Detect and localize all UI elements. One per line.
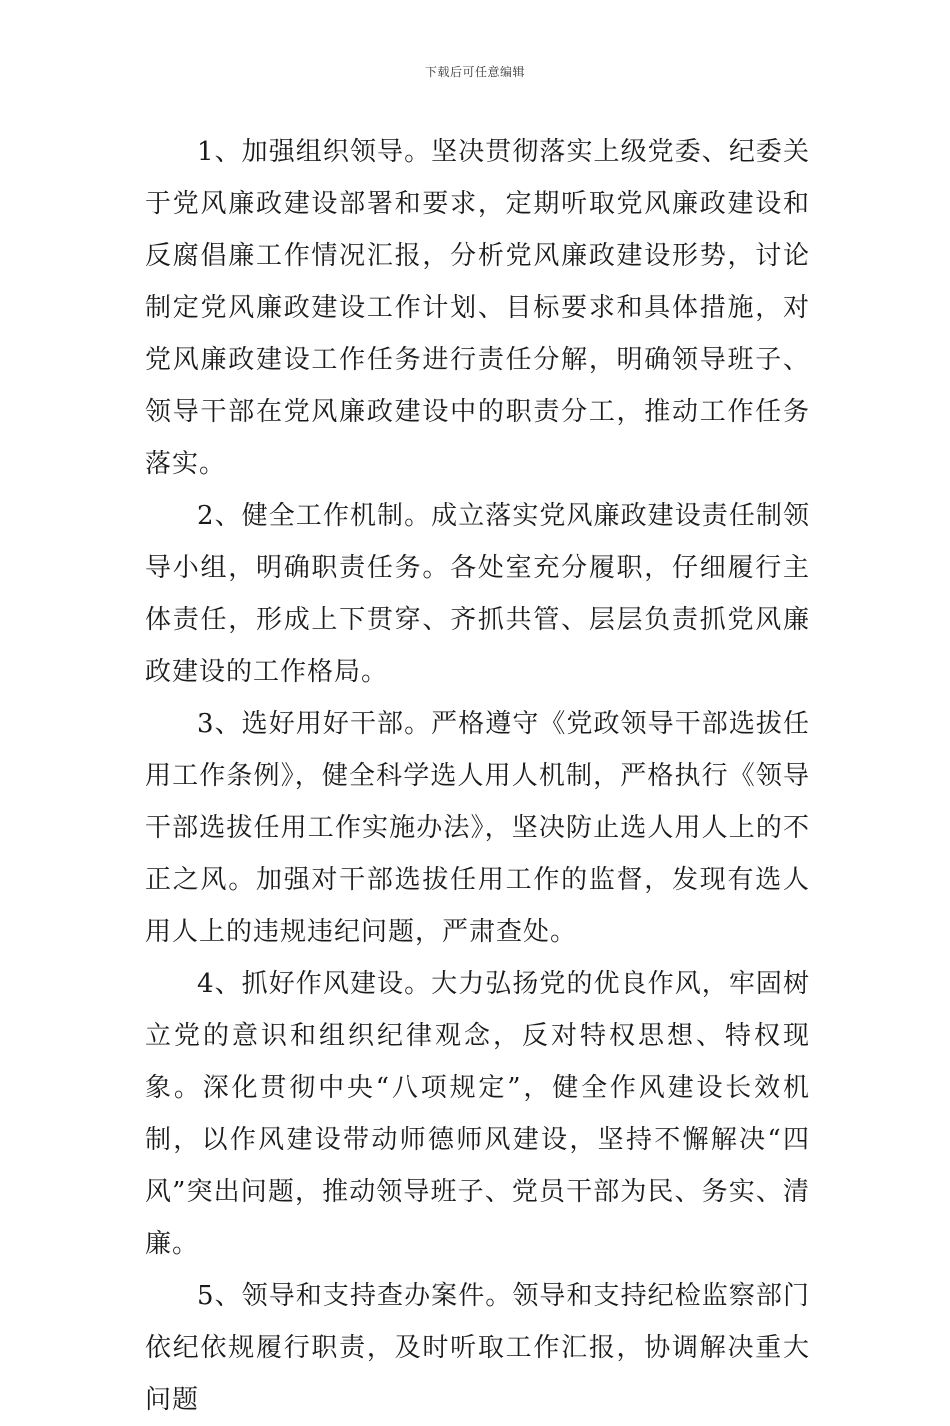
- paragraph-3: 3、选好用好干部。严格遵守《党政领导干部选拔任用工作条例》，健全科学选人用人机制，严格执行《领导干部选拔任用工作实施办法》，坚决防止选人用人上的不正之风。加强对干部选拔任用工作的监督，发现有选人用人上的违规违纪问题，严肃查处。: [145, 709, 810, 947]
- paragraph-4: 4、抓好作风建设。大力弘扬党的优良作风，牢固树立党的意识和组织纪律观念，反对特权思想、特权现象。深化贯彻中央“八项规定”，健全作风建设长效机制，以作风建设带动师德师风建设，坚持不懈解决“四风”突出问题，推动领导班子、党员干部为民、务实、清廉。: [145, 969, 810, 1259]
- header-note: 下载后可任意编辑: [424, 65, 525, 79]
- paragraph-2: 2、健全工作机制。成立落实党风廉政建设责任制领导小组，明确职责任务。各处室充分履职，仔细履行主体责任，形成上下贯穿、齐抓共管、层层负责抓党风廉政建设的工作格局。: [145, 501, 810, 687]
- paragraph-1: 1、加强组织领导。坚决贯彻落实上级党委、纪委关于党风廉政建设部署和要求，定期听取党风廉政建设和反腐倡廉工作情况汇报，分析党风廉政建设形势，讨论制定党风廉政建设工作计划、目标要求和具体措施，对党风廉政建设工作任务进行责任分解，明确领导班子、领导干部在党风廉政建设中的职责分工，推动工作任务落实。: [145, 137, 810, 479]
- paragraph-5: 5、领导和支持查办案件。领导和支持纪检监察部门依纪依规履行职责，及时听取工作汇报，协调解决重大问题: [145, 1281, 810, 1415]
- document-body: [145, 126, 810, 1426]
